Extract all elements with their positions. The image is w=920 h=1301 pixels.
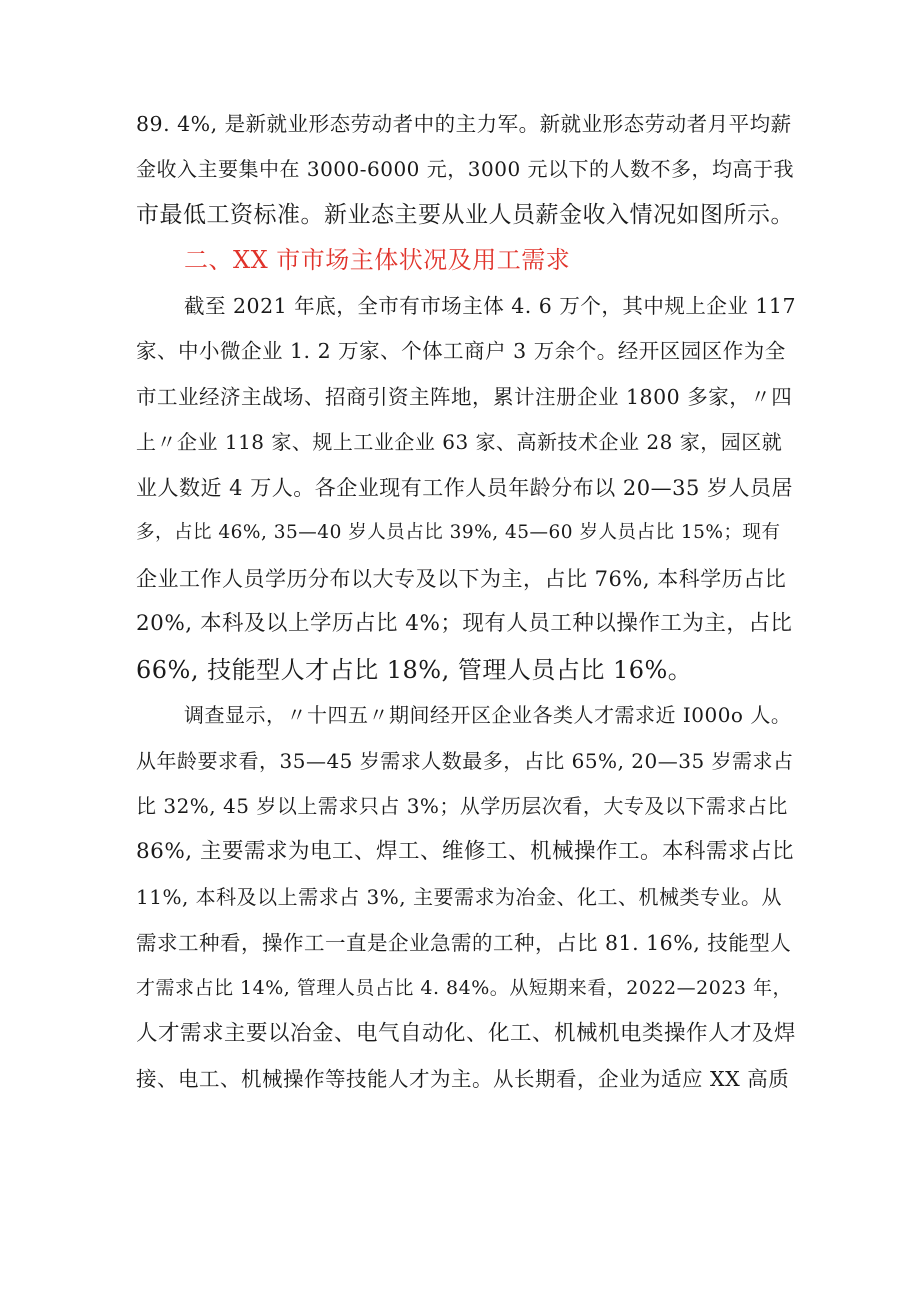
text-line: 家、中小微企业 1. 2 万家、个体工商户 3 万余个。经开区园区作为全	[136, 339, 786, 363]
text-line: 人才需求主要以冶金、电气自动化、化工、机械机电类操作人才及焊	[136, 1021, 797, 1046]
text-line: 11%, 本科及以上需求占 3%, 主要需求为冶金、化工、机械类专业。从	[136, 885, 782, 909]
text-line: 多，占比 46%, 35—40 岁人员占比 39%, 45—60 岁人员占比 15%；现有	[136, 522, 781, 543]
text-line: 业人数近 4 万人。各企业现有工作人员年龄分布以 20—35 岁人员居	[136, 476, 794, 500]
text-line: 截至 2021 年底，全市有市场主体 4. 6 万个，其中规上企业 117	[184, 294, 796, 318]
text-line: 89. 4%, 是新就业形态劳动者中的主力军。新就业形态劳动者月平均薪	[136, 112, 792, 136]
text-line: 金收入主要集中在 3000-6000 元，3000 元以下的人数不多，均高于我	[136, 157, 795, 181]
text-line: 需求工种看，操作工一直是企业急需的工种，占比 81. 16%, 技能型人	[136, 931, 792, 955]
text-line: 市最低工资标准。新业态主要从业人员薪金收入情况如图所示。	[136, 202, 794, 228]
text-line: 86%, 主要需求为电工、焊工、维修工、机械操作工。本科需求占比	[136, 839, 794, 864]
text-line: 企业工作人员学历分布以大专及以下为主，占比 76%, 本科学历占比	[136, 567, 787, 591]
text-line: 上〃企业 118 家、规上工业企业 63 家、高新技术企业 28 家，园区就	[136, 430, 783, 454]
text-line: 20%, 本科及以上学历占比 4%；现有人员工种以操作工为主，占比	[136, 611, 793, 636]
text-line: 比 32%, 45 岁以上需求只占 3%；从学历层次看，大专及以下需求占比	[136, 794, 788, 818]
text-line: 市工业经济主战场、招商引资主阵地，累计注册企业 1800 多家，〃四	[136, 385, 793, 409]
text-line: 66%, 技能型人才占比 18%, 管理人员占比 16%。	[136, 656, 693, 684]
text-line: 从年龄要求看，35—45 岁需求人数最多，占比 65%, 20—35 岁需求占	[136, 749, 794, 773]
text-line: 调查显示，〃十四五〃期间经开区企业各类人才需求近 I000o 人。	[184, 703, 792, 727]
section-heading: 二、XX 市市场主体状况及用工需求	[184, 246, 571, 274]
text-line: 才需求占比 14%, 管理人员占比 4. 84%。从短期来看，2022—2023 年，	[136, 977, 793, 999]
text-line: 接、电工、机械操作等技能人才为主。从长期看，企业为适应 XX 高质	[136, 1067, 790, 1091]
